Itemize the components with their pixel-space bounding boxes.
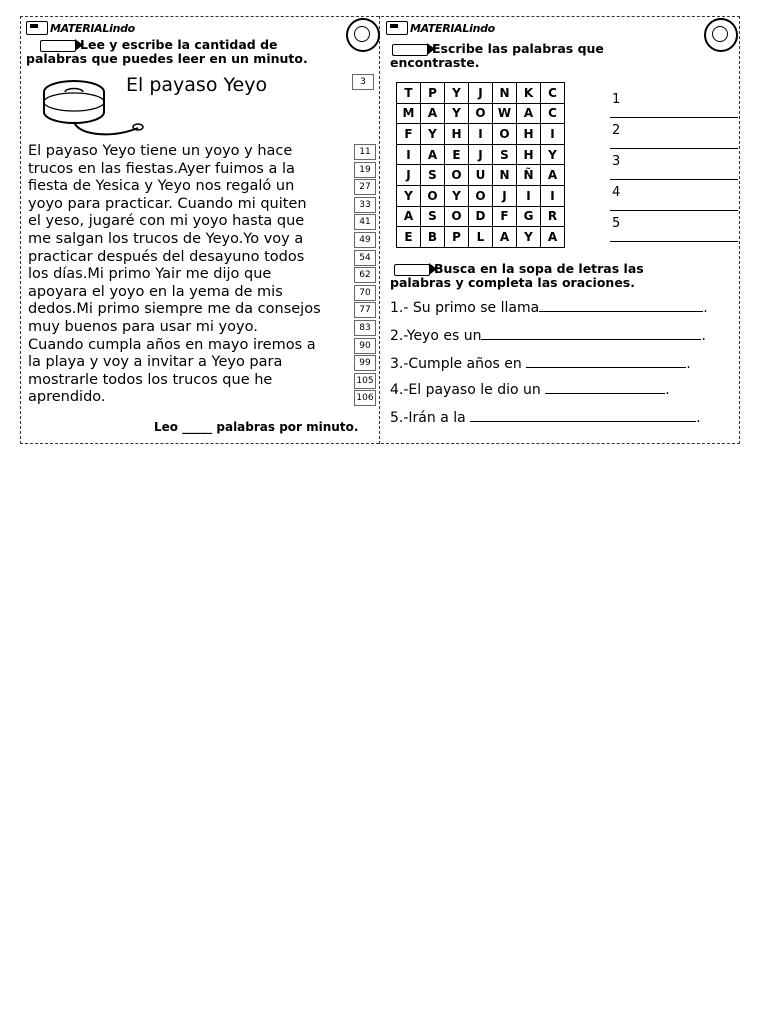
word-count-box: 19 bbox=[354, 162, 376, 178]
brand-logo bbox=[386, 20, 495, 36]
grid-cell[interactable]: A bbox=[517, 103, 541, 124]
story-title: El payaso Yeyo bbox=[126, 74, 268, 96]
grid-cell[interactable]: F bbox=[493, 206, 517, 227]
grid-cell[interactable]: I bbox=[541, 185, 565, 206]
answer-line[interactable] bbox=[610, 210, 738, 242]
sentence-blank[interactable] bbox=[526, 366, 686, 368]
story-text bbox=[28, 143, 358, 407]
story-line: muy buenos para usar mi yoyo. bbox=[28, 318, 258, 335]
grid-cell[interactable]: H bbox=[445, 124, 469, 145]
grid-cell[interactable]: C bbox=[541, 83, 565, 104]
grid-cell[interactable]: I bbox=[469, 124, 493, 145]
grid-cell[interactable]: S bbox=[421, 165, 445, 186]
grid-cell[interactable]: Y bbox=[445, 185, 469, 206]
logo-icon bbox=[26, 21, 48, 35]
answer-number: 4 bbox=[612, 185, 621, 200]
grid-cell[interactable]: J bbox=[469, 83, 493, 104]
pencil-icon bbox=[394, 264, 430, 276]
story-line: apoyara el yoyo en la yema de mis bbox=[28, 283, 283, 300]
grid-cell[interactable]: D bbox=[469, 206, 493, 227]
story-line: practicar después del desayuno todos bbox=[28, 248, 305, 265]
instruction-line-2: palabras que puedes leer en un minuto. bbox=[26, 51, 308, 66]
grid-cell[interactable]: M bbox=[397, 103, 421, 124]
logo-icon bbox=[386, 21, 408, 35]
grid-cell[interactable]: A bbox=[421, 144, 445, 165]
story-line: mostrarle todos los trucos que he bbox=[28, 371, 273, 388]
brand-name: MATERIALindo bbox=[50, 21, 135, 35]
words-per-minute-footer: Leo _____ palabras por minuto. bbox=[154, 420, 359, 434]
story-line: El payaso Yeyo tiene un yoyo y hace bbox=[28, 143, 293, 159]
grid-cell[interactable]: O bbox=[421, 185, 445, 206]
answer-number: 3 bbox=[612, 154, 621, 169]
seal-icon bbox=[346, 18, 380, 52]
word-count-box: 77 bbox=[354, 302, 376, 318]
sentence-text: 3.-Cumple años en bbox=[390, 356, 522, 372]
sentence-item: 2.-Yeyo es un . bbox=[390, 328, 706, 344]
pencil-icon bbox=[40, 40, 76, 52]
word-count-box: 62 bbox=[354, 267, 376, 283]
word-search-instruction bbox=[392, 42, 604, 70]
grid-cell[interactable]: I bbox=[397, 144, 421, 165]
grid-cell[interactable]: A bbox=[493, 227, 517, 248]
grid-cell[interactable]: A bbox=[541, 227, 565, 248]
word-count-box: 41 bbox=[354, 214, 376, 230]
word-count-box: 33 bbox=[354, 197, 376, 213]
sentence-text: 2.-Yeyo es un bbox=[390, 328, 482, 344]
story-line: los días.Mi primo Yair me dijo que bbox=[28, 266, 272, 283]
grid-cell[interactable]: L bbox=[469, 227, 493, 248]
grid-cell[interactable]: R bbox=[541, 206, 565, 227]
grid-cell[interactable]: Y bbox=[421, 124, 445, 145]
sentence-text: 5.-Irán a la bbox=[390, 410, 466, 426]
grid-row bbox=[397, 165, 565, 186]
grid-cell[interactable]: J bbox=[397, 165, 421, 186]
grid-cell[interactable]: O bbox=[469, 185, 493, 206]
sentence-blank[interactable] bbox=[481, 338, 701, 340]
reading-instruction bbox=[26, 37, 308, 66]
answer-line[interactable] bbox=[610, 117, 738, 149]
word-search-panel bbox=[382, 16, 738, 444]
answer-line[interactable] bbox=[610, 86, 738, 118]
grid-cell[interactable]: H bbox=[517, 124, 541, 145]
instruction-line-1: Escribe las palabras que bbox=[432, 41, 604, 56]
story-line: el yeso, jugaré con mi yoyo hasta que bbox=[28, 213, 305, 230]
sentence-item: 5.-Irán a la . bbox=[390, 410, 701, 426]
grid-row bbox=[397, 144, 565, 165]
story-line: dedos.Mi primo siempre me da consejos bbox=[28, 301, 321, 318]
word-count-box: 11 bbox=[354, 144, 376, 160]
word-count-box: 105 bbox=[354, 373, 376, 389]
grid-cell[interactable]: P bbox=[445, 227, 469, 248]
grid-cell[interactable]: O bbox=[469, 103, 493, 124]
grid-cell[interactable]: W bbox=[493, 103, 517, 124]
grid-cell[interactable]: T bbox=[397, 83, 421, 104]
grid-row bbox=[397, 185, 565, 206]
grid-row bbox=[397, 83, 565, 104]
grid-cell[interactable]: F bbox=[397, 124, 421, 145]
grid-cell[interactable]: G bbox=[517, 206, 541, 227]
brand-logo bbox=[26, 20, 135, 36]
answer-number: 2 bbox=[612, 123, 621, 138]
answer-number: 5 bbox=[612, 216, 621, 231]
panel-divider bbox=[379, 16, 380, 444]
word-count-box: 106 bbox=[354, 390, 376, 406]
grid-cell[interactable]: K bbox=[517, 83, 541, 104]
instruction-line-1: Busca en la sopa de letras las bbox=[434, 261, 644, 276]
word-search-grid bbox=[396, 82, 565, 248]
grid-cell[interactable]: J bbox=[493, 185, 517, 206]
grid-cell[interactable]: Y bbox=[445, 103, 469, 124]
grid-cell[interactable]: O bbox=[445, 165, 469, 186]
pencil-icon bbox=[392, 44, 428, 56]
grid-cell[interactable]: Y bbox=[445, 83, 469, 104]
grid-row bbox=[397, 124, 565, 145]
sentence-blank[interactable] bbox=[470, 420, 696, 422]
grid-cell[interactable]: H bbox=[517, 144, 541, 165]
grid-cell[interactable]: N bbox=[493, 83, 517, 104]
grid-cell[interactable]: Y bbox=[541, 144, 565, 165]
grid-cell[interactable]: A bbox=[421, 103, 445, 124]
title-word-count: 3 bbox=[352, 74, 374, 90]
sentence-blank[interactable] bbox=[545, 392, 665, 394]
instruction-line-2: palabras y completa las oraciones. bbox=[390, 275, 635, 290]
grid-cell[interactable]: A bbox=[541, 165, 565, 186]
sentence-text: 4.-El payaso le dio un bbox=[390, 382, 541, 398]
story-line: trucos en las fiestas.Ayer fuimos a la bbox=[28, 160, 295, 177]
grid-row bbox=[397, 227, 565, 248]
grid-cell[interactable]: J bbox=[469, 144, 493, 165]
sentence-item: 1.- Su primo se llama . bbox=[390, 300, 708, 316]
grid-cell[interactable]: Ñ bbox=[517, 165, 541, 186]
grid-cell[interactable]: Y bbox=[397, 185, 421, 206]
grid-cell[interactable]: E bbox=[445, 144, 469, 165]
answer-line[interactable] bbox=[610, 179, 738, 211]
grid-cell[interactable]: S bbox=[421, 206, 445, 227]
grid-cell[interactable]: S bbox=[493, 144, 517, 165]
grid-cell[interactable]: P bbox=[421, 83, 445, 104]
grid-cell[interactable]: N bbox=[493, 165, 517, 186]
answer-line[interactable] bbox=[610, 148, 738, 180]
word-count-box: 83 bbox=[354, 320, 376, 336]
grid-cell[interactable]: A bbox=[397, 206, 421, 227]
grid-cell[interactable]: O bbox=[445, 206, 469, 227]
reading-panel bbox=[22, 16, 378, 444]
sentence-blank[interactable] bbox=[539, 310, 703, 312]
grid-row bbox=[397, 206, 565, 227]
story-line: yoyo para practicar. Cuando mi quiten bbox=[28, 195, 307, 212]
word-count-box: 99 bbox=[354, 355, 376, 371]
word-count-box: 49 bbox=[354, 232, 376, 248]
seal-icon bbox=[704, 18, 738, 52]
complete-sentences-instruction bbox=[390, 261, 644, 290]
grid-cell[interactable]: E bbox=[397, 227, 421, 248]
story-line: me salgan los trucos de Yeyo.Yo voy a bbox=[28, 230, 304, 247]
sentence-item: 3.-Cumple años en . bbox=[390, 356, 691, 372]
word-count-box: 70 bbox=[354, 285, 376, 301]
grid-cell[interactable]: U bbox=[469, 165, 493, 186]
grid-cell[interactable]: I bbox=[541, 124, 565, 145]
grid-row bbox=[397, 103, 565, 124]
story-line: Cuando cumpla años en mayo iremos a bbox=[28, 336, 316, 353]
grid-cell[interactable]: Y bbox=[517, 227, 541, 248]
grid-cell[interactable]: O bbox=[493, 124, 517, 145]
sentence-text: 1.- Su primo se llama bbox=[390, 300, 540, 316]
instruction-line-1: Lee y escribe la cantidad de bbox=[80, 37, 278, 52]
story-line: fiesta de Yesica y Yeyo nos regaló un bbox=[28, 178, 295, 195]
sentence-item: 4.-El payaso le dio un . bbox=[390, 382, 670, 398]
story-line: la playa y voy a invitar a Yeyo para bbox=[28, 354, 283, 371]
instruction-line-2: encontraste. bbox=[390, 55, 480, 70]
grid-cell[interactable]: B bbox=[421, 227, 445, 248]
grid-cell[interactable]: C bbox=[541, 103, 565, 124]
brand-name: MATERIALindo bbox=[410, 21, 495, 35]
grid-cell[interactable]: I bbox=[517, 185, 541, 206]
word-count-box: 90 bbox=[354, 338, 376, 354]
answer-number: 1 bbox=[612, 92, 621, 107]
word-count-box: 27 bbox=[354, 179, 376, 195]
word-count-box: 54 bbox=[354, 250, 376, 266]
story-line: aprendido. bbox=[28, 389, 106, 406]
